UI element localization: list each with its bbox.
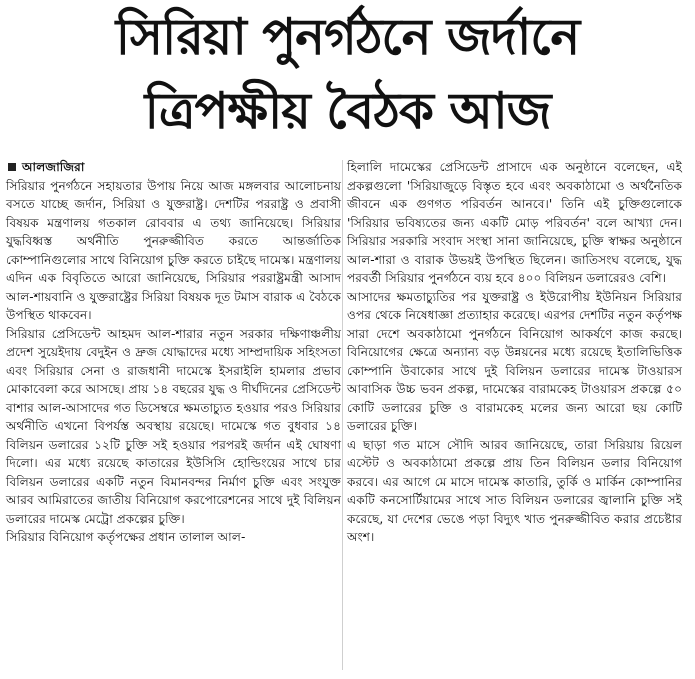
paragraph: হিলালি দামেস্কের প্রেসিডেন্ট প্রাসাদে এক অনুষ্ঠানে বলেছেন, এই প্রকল্পগুলো 'সিরিয়াজুড়ে বিস্তৃত হবে এবং অবকাঠামো ও অর্থনৈতিক জীবনে এক গুণগত পরিবর্তন আনবে।' তিনি এই চুক্তিগুলোকে 'সিরিয়ার ভবিষ্যতের জন্য একটি মোড় পরিবর্তন' বলে আখ্যা দেন। সিরিয়ার সরকারি সংবাদ সংস্থা সানা জানিয়েছে, চুক্তি স্বাক্ষর অনুষ্ঠানে আল-শারা ও বারাক উভয়ই উপস্থিত ছিলেন। জাতিসংঘ বলেছে, যুদ্ধ পরবর্তী সিরিয়ার পুনর্গঠনে ব্যয় হবে ৪০০ বিলিয়ন ডলারেরও বেশি।	[347, 160, 682, 285]
paragraph: সিরিয়ার পুনর্গঠনে সহায়তার উপায় নিয়ে আজ মঙ্গলবার আলোচনায় বসতে যাচ্ছে জর্দান, সিরিয়া ও যুক্তরাষ্ট্র। দেশটির পররাষ্ট্র ও প্রবাসী বিষয়ক মন্ত্রণালয় গতকাল রোববার এ তথ্য জানিয়েছে। সিরিয়ার যুদ্ধবিধ্বস্ত অর্থনীতি পুনরুজ্জীবিত করতে আন্তর্জাতিক কোম্পানিগুলোর সাথে বিনিয়োগ চুক্তি করতে চাইছে দামেস্ক। মন্ত্রণালয় এদিন এক বিবৃতিতে আরো জানিয়েছে, সিরিয়ার পররাষ্ট্রমন্ত্রী আসাদ আল-শায়বানি ও যুক্তরাষ্ট্রের সিরিয়া বিষয়ক দূত টমাস বারাক এ বৈঠকে উপস্থিত থাকবেন।	[6, 178, 341, 322]
column-divider	[342, 160, 343, 670]
headline-line-2: ত্রিপক্ষীয় বৈঠক আজ	[144, 82, 551, 140]
headline	[0, 0, 695, 150]
byline	[6, 158, 341, 177]
paragraph: এ ছাড়া গত মাসে সৌদি আরব জানিয়েছে, তারা সিরিয়ায় রিয়েল এস্টেট ও অবকাঠামো প্রকল্পে প্রায় তিন বিলিয়ন ডলার বিনিয়োগ করবে। এর আগে মে মাসে দামেস্ক কাতারি, তুর্কি ও মার্কিন কোম্পানির একটি কনসোর্টিয়ামের সাথে সাত বিলিয়ন ডলারের জ্বালানি চুক্তি সই করেছে, যা দেশের ভেঙে পড়া বিদ্যুৎ খাত পুনরুজ্জীবিত করার প্রচেষ্টার অংশ।	[347, 437, 682, 544]
headline-line-1: সিরিয়া পুনর্গঠনে জর্দানে	[115, 8, 580, 66]
paragraph: আসাদের ক্ষমতাচ্যুতির পর যুক্তরাষ্ট্র ও ইউরোপীয় ইউনিয়ন সিরিয়ার ওপর থেকে নিষেধাজ্ঞা প্রত্যাহার করেছে। এরপর দেশটির নতুন কর্তৃপক্ষ সারা দেশে অবকাঠামো পুনর্গঠনে বিনিয়োগ আকর্ষণে কাজ করছে। বিনিয়োগের ক্ষেত্রে অন্যান্য বড় উন্নয়নের মধ্যে রয়েছে ইতালিভিত্তিক কোম্পানি উবাকোর সাথে দুই বিলিয়ন ডলারের দামেস্ক টাওয়ারস আবাসিক উচ্চ ভবন প্রকল্প, দামেস্কের বারামকেহ টাওয়ারস প্রকল্পে ৫০ কোটি ডলারের চুক্তি ও বারামকেহ মলের জন্য আরো ছয় কোটি ডলারের চুক্তি।	[347, 289, 682, 433]
article-column-left	[6, 158, 341, 547]
square-bullet-icon	[8, 163, 16, 171]
paragraph: সিরিয়ার বিনিয়োগ কর্তৃপক্ষের প্রধান তালাল আল-	[6, 530, 246, 544]
article-column-right	[347, 158, 682, 547]
byline-source: আলজাজিরা	[22, 160, 85, 174]
paragraph: সিরিয়ার প্রেসিডেন্ট আহমদ আল-শারার নতুন সরকার দক্ষিণাঞ্চলীয় প্রদেশ সুয়েইদায় বেদুইন ও দ্রুজ যোদ্ধাদের মধ্যে সাম্প্রদায়িক সহিংসতা এবং সিরিয়ার সেনা ও রাজধানী দামেস্কে ইসরাইলি হামলার প্রভাব মোকাবেলা করে আসছে। প্রায় ১৪ বছরের যুদ্ধ ও দীর্ঘদিনের প্রেসিডেন্ট বাশার আল-আসাদের গত ডিসেম্বরে ক্ষমতাচ্যুত হওয়ার পরও সিরিয়ার অর্থনীতি এখনো বিপর্যস্ত অবস্থায় রয়েছে। দামেস্কে গত বুধবার ১৪ বিলিয়ন ডলারের ১২টি চুক্তি সই হওয়ার পরপরই জর্দান এই ঘোষণা দিলো। এর মধ্যে রয়েছে কাতারের ইউসিসি হোল্ডিংয়ের সাথে চার বিলিয়ন ডলারের একটি নতুন বিমানবন্দর নির্মাণ চুক্তি এবং সংযুক্ত আরব আমিরাতের জাতীয় বিনিয়োগ করপোরেশনের সাথে দুই বিলিয়ন ডলারের দামেস্ক মেট্রো প্রকল্পের চুক্তি।	[6, 326, 341, 526]
